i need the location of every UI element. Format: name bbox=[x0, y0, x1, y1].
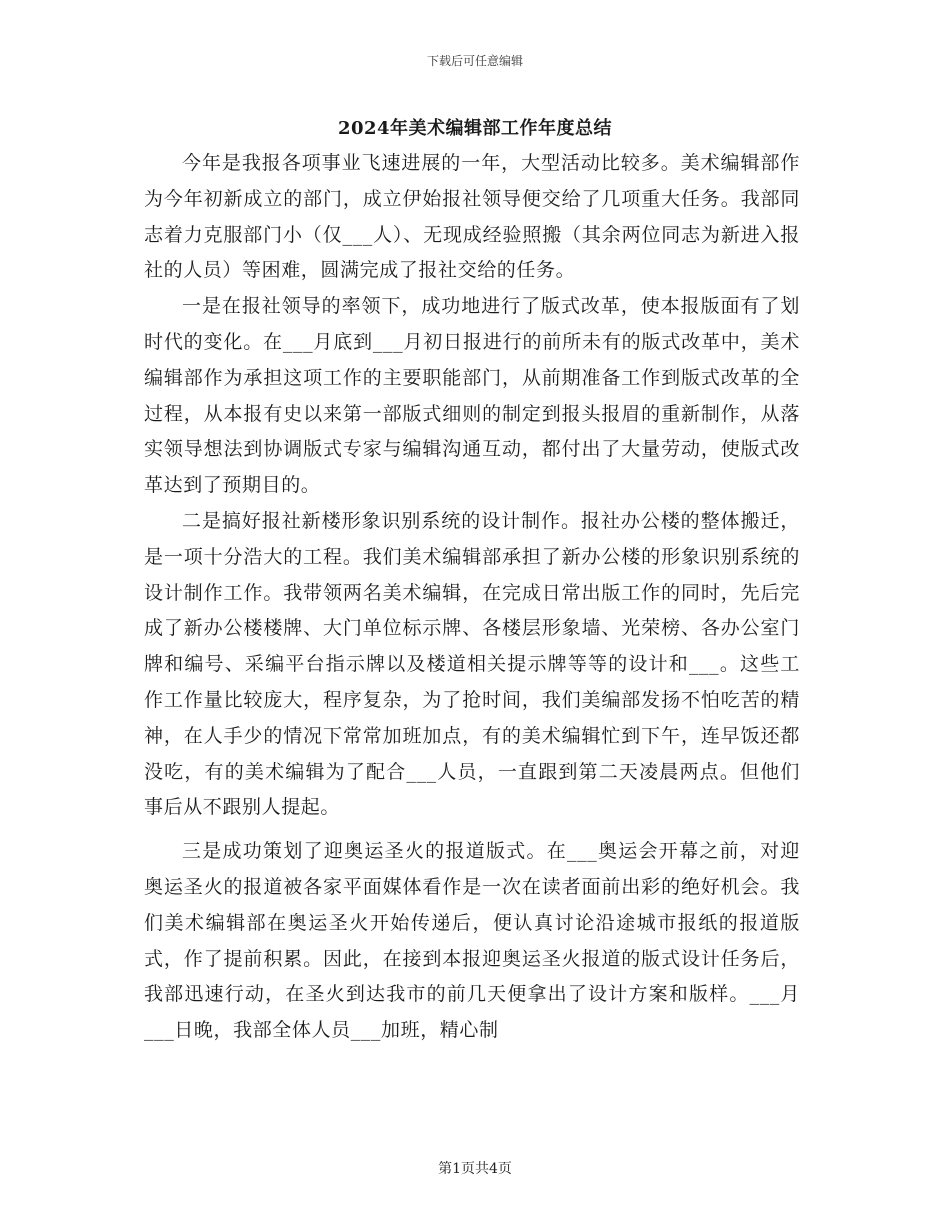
document-body bbox=[144, 146, 800, 1049]
paragraph-olympic-torch: 三是成功策划了迎奥运圣火的报道版式。在___奥运会开幕之前，对迎奥运圣火的报道被各家平面媒体看作是一次在读者面前出彩的绝好机会。我们美术编辑部在奥运圣火开始传递后，便认真讨论沿途城市报纸的报道版式，作了提前积累。因此，在接到本报迎奥运圣火报道的版式设计任务后，我部迅速行动，在圣火到达我市的前几天便拿出了设计方案和版样。___月___日晚，我部全体人员___加班，精心制 bbox=[144, 840, 800, 1042]
header-note: 下载后可任意编辑 bbox=[426, 54, 523, 68]
paragraph-layout-reform: 一是在报社领导的率领下，成功地进行了版式改革，使本报版面有了划时代的变化。在___月底到___月初日报进行的前所未有的版式改革中，美术编辑部作为承担这项工作的主要职能部门，从前期准备工作到版式改革的全过程，从本报有史以来第一部版式细则的制定到报头报眉的重新制作，从落实领导想法到协调版式专家与编辑沟通互动，都付出了大量劳动，使版式改革达到了预期目的。 bbox=[144, 295, 800, 497]
document-title: 2024年美术编辑部工作年度总结 bbox=[337, 118, 613, 139]
paragraph-intro: 今年是我报各项事业飞速进展的一年，大型活动比较多。美术编辑部作为今年初新成立的部门，成立伊始报社领导便交给了几项重大任务。我部同志着力克服部门小（仅___人）、无现成经验照搬（其余两位同志为新进入报社的人员）等困难，圆满完成了报社交给的任务。 bbox=[144, 152, 800, 282]
page-number: 第1页共4页 bbox=[438, 1161, 512, 1177]
paragraph-identity-system: 二是搞好报社新楼形象识别系统的设计制作。报社办公楼的整体搬迁，是一项十分浩大的工程。我们美术编辑部承担了新办公楼的形象识别系统的设计制作工作。我带领两名美术编辑，在完成日常出版工作的同时，先后完成了新办公楼楼牌、大门单位标示牌、各楼层形象墙、光荣榜、各办公室门牌和编号、采编平台指示牌以及楼道相关提示牌等等的设计和___。这些工作工作量比较庞大，程序复杂，为了抢时间，我们美编部发扬不怕吃苦的精神，在人手少的情况下常常加班加点，有的美术编辑忙到下午，连早饭还都没吃，有的美术编辑为了配合___人员，一直跟到第二天凌晨两点。但他们事后从不跟别人提起。 bbox=[144, 509, 800, 819]
